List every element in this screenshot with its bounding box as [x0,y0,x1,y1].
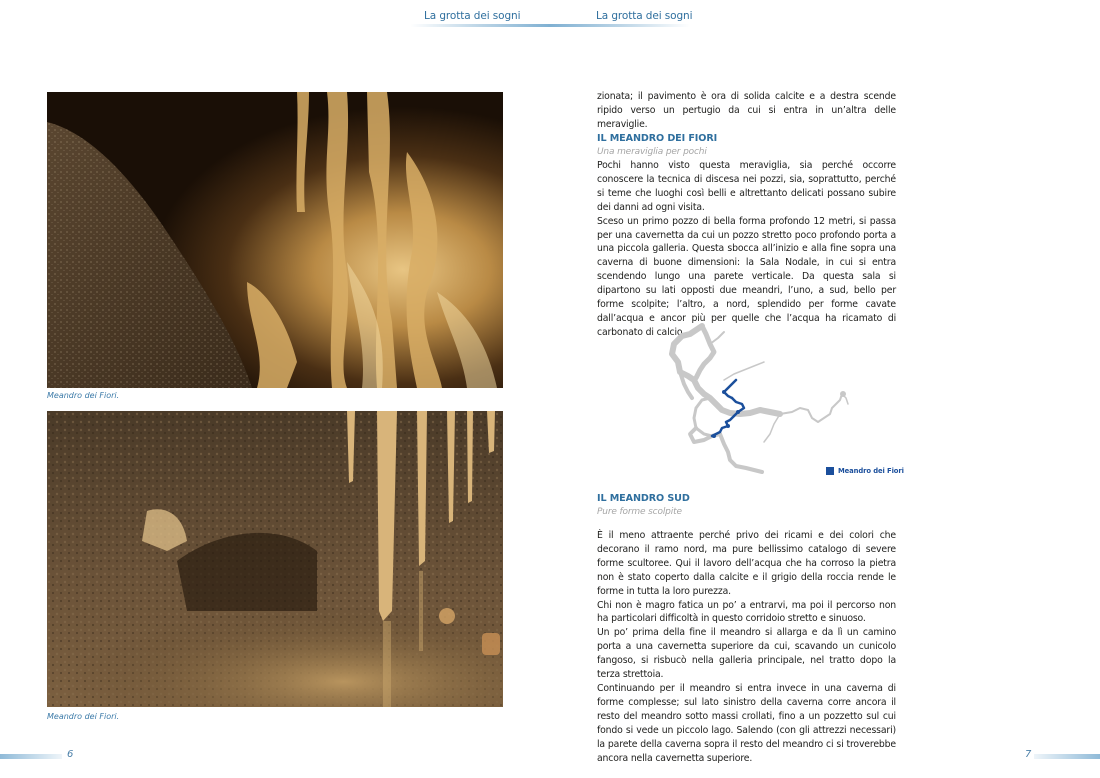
body-paragraph: Un po’ prima della fine il meandro si allarga e da lì un camino porta a una cavernetta superiore da cui, scavando un cunicolo fangoso, si risbucò nella galleria principale, nel tratto dopo la terza strettoia. [597,627,896,681]
cave-photo-top [47,92,503,388]
section-title: IL MEANDRO DEI FIORI [597,133,718,144]
body-paragraph: È il meno attraente perché privo dei ricami e dei colori che decorano il ramo nord, ma pure bellissimo catalogo di severe forme scultoree. Qui il lavoro dell’acqua che ha corroso la pietra non è stato coperto dalla calcite e il grigio della roccia rende le forme in tutta la loro purezza. [597,530,896,597]
photo-caption-bottom: Meandro dei Fiori. [47,712,120,721]
body-paragraph: Continuando per il meandro si entra invece in una caverna di forme complesse; sul lato sinistro della caverna corre ancora il resto del meandro sotto massi crollati, fino a un pozzetto sul cui fondo si vede un piccolo lago. Salendo (con gli attrezzi necessari) la parete della caverna sopra il resto del meandro ci si troverebbe ancora nella cavernetta superiore. [597,682,896,764]
footer-bar-right [1034,754,1100,759]
legend-swatch-icon [826,467,834,475]
legend-label: Meandro dei Fiori [838,467,904,475]
map-legend [826,467,904,475]
body-paragraph: Chi non è magro fatica un po’ a entrarvi, ma poi il percorso non ha particolari difficoltà in questo corridoio stretto e sinuoso. [597,599,896,625]
section-body-meandro-sud [597,529,896,765]
body-paragraph: Sceso un primo pozzo di bella forma profondo 12 metri, si passa per una cavernetta da cui un pozzo stretto poco profondo porta a una piccola galleria. Questa sbocca all’inizio e alla fine sopra una caverna di buone dimensioni: la Sala Nodale, in cui si entra scendendo lungo una parete verticale. Da questa sala si dipartono su lati opposti due meandri, l’uno, a sud, bello per forme scolpite; l’altro, a nord, splendido per forme cavate dall’acqua e ancor più per quelle che l’acqua ha ricamato di carbonato di calcio. [597,215,896,338]
page-number-left: 6 [67,749,74,760]
header-divider [410,24,690,27]
section-subtitle: Pure forme scolpite [597,507,682,517]
page-number-right: 7 [1025,749,1032,760]
cave-photo-bottom [47,411,503,707]
section-heading-meandro-sud [597,492,896,519]
section-subtitle: Una meraviglia per pochi [597,147,707,157]
intro-paragraph [597,90,896,132]
cave-survey-map [660,318,900,483]
footer-bar-left [0,754,62,759]
section-heading-meandro-fiori [597,132,896,159]
photo-caption-top: Meandro dei Fiori. [47,391,120,400]
running-head-left: La grotta dei sogni [424,10,521,22]
section-title: IL MEANDRO SUD [597,493,690,504]
intro-text: zionata; il pavimento è ora di solida calcite e a destra scende ripido verso un pertugio da cui si entra in un’altra delle meraviglie. [597,91,896,130]
running-head-right: La grotta dei sogni [596,10,693,22]
body-paragraph: Pochi hanno visto questa meraviglia, sia perché occorre conoscere la tecnica di discesa nei pozzi, sia, soprattutto, perché si teme che luoghi così belli e altrettanto delicati possano subire dei danni ad ogni visita. [597,160,896,213]
section-body-meandro-fiori [597,159,896,340]
